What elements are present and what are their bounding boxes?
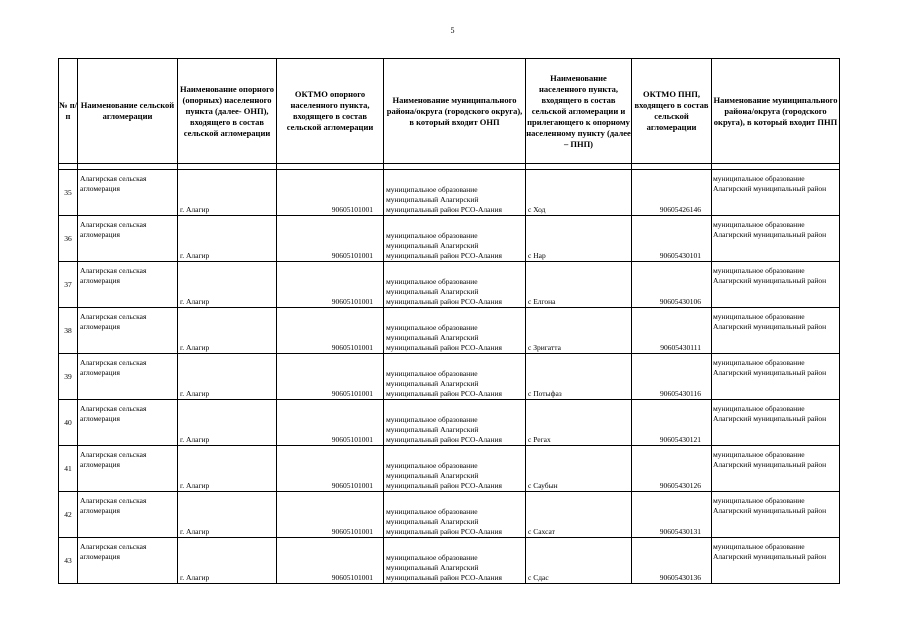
row-num: 43: [59, 538, 78, 584]
row-onp: г. Алагир: [178, 538, 277, 584]
header-district-pnp: Наименование муниципального района/округа (городского округа), в который входит ПНП: [712, 59, 840, 164]
header-agglomeration: Наименование сельской агломерации: [78, 59, 178, 164]
row-oktmo-onp: 90605101001: [277, 354, 384, 400]
row-pnp: с Саубын: [526, 446, 632, 492]
row-agglomeration: Алагирская сельская агломерация: [78, 400, 178, 446]
table-row: [59, 446, 840, 492]
row-num: 36: [59, 216, 78, 262]
row-onp: г. Алагир: [178, 446, 277, 492]
row-num: 41: [59, 446, 78, 492]
row-district-onp: муниципальное образование муниципальный Алагирский муниципальный район РСО-Алания: [384, 400, 526, 446]
row-oktmo-onp: 90605101001: [277, 538, 384, 584]
row-pnp: с Сдас: [526, 538, 632, 584]
table-row: [59, 262, 840, 308]
row-district-onp: муниципальное образование муниципальный Алагирский муниципальный район РСО-Алания: [384, 354, 526, 400]
row-oktmo-pnp: 90605426146: [632, 170, 712, 216]
row-district-onp: муниципальное образование муниципальный Алагирский муниципальный район РСО-Алания: [384, 308, 526, 354]
row-district-pnp: муниципальное образование Алагирский муниципальный район: [712, 262, 840, 308]
table-header-row: [59, 59, 840, 164]
row-num: 37: [59, 262, 78, 308]
row-pnp: с Потыфаз: [526, 354, 632, 400]
row-pnp: с Елгона: [526, 262, 632, 308]
row-oktmo-pnp: 90605430106: [632, 262, 712, 308]
row-oktmo-onp: 90605101001: [277, 262, 384, 308]
row-num: 35: [59, 170, 78, 216]
row-agglomeration: Алагирская сельская агломерация: [78, 308, 178, 354]
row-pnp: с Нар: [526, 216, 632, 262]
page-number: 5: [450, 26, 455, 35]
row-oktmo-pnp: 90605430121: [632, 400, 712, 446]
row-oktmo-pnp: 90605430126: [632, 446, 712, 492]
row-onp: г. Алагир: [178, 170, 277, 216]
row-oktmo-pnp: 90605430136: [632, 538, 712, 584]
row-agglomeration: Алагирская сельская агломерация: [78, 262, 178, 308]
row-district-pnp: муниципальное образование Алагирский муниципальный район: [712, 308, 840, 354]
row-pnp: с Ход: [526, 170, 632, 216]
row-onp: г. Алагир: [178, 354, 277, 400]
row-district-onp: муниципальное образование муниципальный Алагирский муниципальный район РСО-Алания: [384, 446, 526, 492]
row-district-pnp: муниципальное образование Алагирский муниципальный район: [712, 216, 840, 262]
row-oktmo-pnp: 90605430101: [632, 216, 712, 262]
header-oktmo-pnp: ОКТМО ПНП, входящего в состав сельской агломерации: [632, 59, 712, 164]
row-district-pnp: муниципальное образование Алагирский муниципальный район: [712, 170, 840, 216]
row-onp: г. Алагир: [178, 216, 277, 262]
row-onp: г. Алагир: [178, 400, 277, 446]
row-pnp: с Регах: [526, 400, 632, 446]
row-district-pnp: муниципальное образование Алагирский муниципальный район: [712, 400, 840, 446]
row-oktmo-onp: 90605101001: [277, 308, 384, 354]
header-pnp: Наименование населенного пункта, входящего в состав сельской агломерации и прилегающего к опорному населенному пункту (далее – ПНП): [526, 59, 632, 164]
row-pnp: с Зригатта: [526, 308, 632, 354]
row-district-pnp: муниципальное образование Алагирский муниципальный район: [712, 354, 840, 400]
header-district-onp: Наименование муниципального района/округа (городского округа), в который входит ОНП: [384, 59, 526, 164]
agglomeration-table: [58, 58, 840, 584]
table-row: [59, 170, 840, 216]
row-district-onp: муниципальное образование муниципальный Алагирский муниципальный район РСО-Алания: [384, 170, 526, 216]
header-oktmo-onp: ОКТМО опорного населенного пункта, входящего в состав сельской агломерации: [277, 59, 384, 164]
row-agglomeration: Алагирская сельская агломерация: [78, 538, 178, 584]
row-num: 39: [59, 354, 78, 400]
row-num: 42: [59, 492, 78, 538]
row-district-onp: муниципальное образование муниципальный Алагирский муниципальный район РСО-Алания: [384, 538, 526, 584]
table-row: [59, 354, 840, 400]
row-oktmo-pnp: 90605430111: [632, 308, 712, 354]
row-oktmo-onp: 90605101001: [277, 400, 384, 446]
row-oktmo-onp: 90605101001: [277, 492, 384, 538]
row-oktmo-pnp: 90605430116: [632, 354, 712, 400]
row-agglomeration: Алагирская сельская агломерация: [78, 170, 178, 216]
row-oktmo-onp: 90605101001: [277, 216, 384, 262]
row-district-onp: муниципальное образование муниципальный Алагирский муниципальный район РСО-Алания: [384, 262, 526, 308]
table-row: [59, 538, 840, 584]
row-district-pnp: муниципальное образование Алагирский муниципальный район: [712, 538, 840, 584]
header-num: № п/п: [59, 59, 78, 164]
row-agglomeration: Алагирская сельская агломерация: [78, 354, 178, 400]
table-row: [59, 400, 840, 446]
row-oktmo-pnp: 90605430131: [632, 492, 712, 538]
row-district-pnp: муниципальное образование Алагирский муниципальный район: [712, 492, 840, 538]
row-onp: г. Алагир: [178, 262, 277, 308]
table-row: [59, 492, 840, 538]
row-num: 38: [59, 308, 78, 354]
row-oktmo-onp: 90605101001: [277, 446, 384, 492]
row-onp: г. Алагир: [178, 308, 277, 354]
row-district-pnp: муниципальное образование Алагирский муниципальный район: [712, 446, 840, 492]
row-agglomeration: Алагирская сельская агломерация: [78, 216, 178, 262]
row-oktmo-onp: 90605101001: [277, 170, 384, 216]
row-district-onp: муниципальное образование муниципальный Алагирский муниципальный район РСО-Алания: [384, 492, 526, 538]
row-pnp: с Сахсат: [526, 492, 632, 538]
row-agglomeration: Алагирская сельская агломерация: [78, 446, 178, 492]
row-num: 40: [59, 400, 78, 446]
table-row: [59, 308, 840, 354]
header-onp: Наименование опорного (опорных) населенного пункта (далее- ОНП), входящего в состав сельской агломерации: [178, 59, 277, 164]
row-agglomeration: Алагирская сельская агломерация: [78, 492, 178, 538]
row-district-onp: муниципальное образование муниципальный Алагирский муниципальный район РСО-Алания: [384, 216, 526, 262]
row-onp: г. Алагир: [178, 492, 277, 538]
table-row: [59, 216, 840, 262]
